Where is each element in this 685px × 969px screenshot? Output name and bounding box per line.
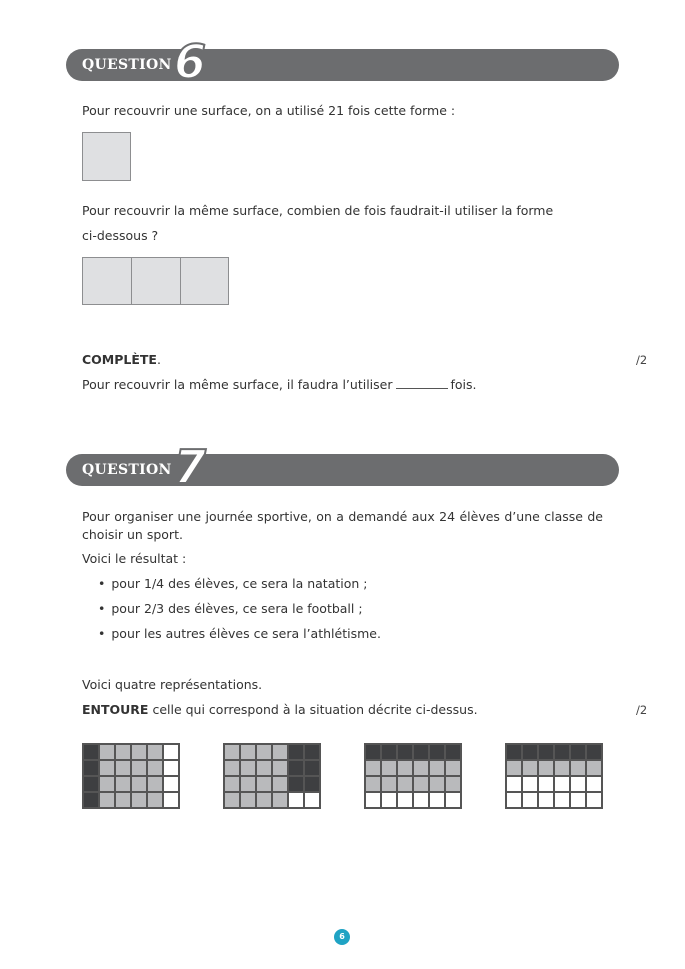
- grid-cell: [99, 792, 115, 808]
- q7-score: /2: [636, 703, 648, 717]
- grid-cell: [381, 760, 397, 776]
- grid-cell: [381, 792, 397, 808]
- grid-cell: [413, 776, 429, 792]
- grid-cell: [163, 776, 179, 792]
- grid-cell: [397, 776, 413, 792]
- grid-cell: [115, 792, 131, 808]
- grid-cell: [147, 792, 163, 808]
- grid-cell: [99, 744, 115, 760]
- grid-cell: [272, 760, 288, 776]
- instruction-keyword: COMPLÈTE: [82, 352, 157, 367]
- triple-square-shape: [82, 257, 229, 305]
- grid-cell: [240, 760, 256, 776]
- grid-cell: [397, 792, 413, 808]
- grid-cell: [522, 744, 538, 760]
- grid-cell: [224, 760, 240, 776]
- question-label: QUESTION: [82, 57, 172, 73]
- grid-cell: [445, 792, 461, 808]
- grid-cell: [240, 776, 256, 792]
- single-square-shape: [82, 132, 131, 181]
- q6-question-line2: ci-dessous ?: [82, 228, 159, 243]
- grid-cell: [131, 744, 147, 760]
- grid-cell: [83, 776, 99, 792]
- grid-cell: [538, 744, 554, 760]
- grid-cell: [365, 776, 381, 792]
- q7-intro-line1: Pour organiser une journée sportive, on a demandé aux 24 élèves d’une classe de: [82, 509, 603, 524]
- grid-cell: [445, 760, 461, 776]
- grid-cell: [586, 744, 602, 760]
- grid-cell: [586, 792, 602, 808]
- grid-cell: [288, 792, 304, 808]
- q7-representations: Voici quatre représentations.: [82, 677, 263, 692]
- grid-cell: [381, 744, 397, 760]
- grid-cell: [570, 744, 586, 760]
- grid-cell: [570, 760, 586, 776]
- bullet-item-athletisme: • pour les autres élèves ce sera l’athlétisme.: [98, 626, 381, 641]
- grid-cell: [99, 760, 115, 776]
- question-number: 7: [174, 440, 207, 494]
- grid-cell: [224, 744, 240, 760]
- q6-answer-line: [82, 377, 477, 393]
- grid-cell: [522, 792, 538, 808]
- grid-cell: [163, 792, 179, 808]
- question-label: QUESTION: [82, 462, 172, 478]
- grid-cell: [304, 744, 320, 760]
- grid-cell: [506, 744, 522, 760]
- grid-cell: [429, 776, 445, 792]
- grid-cell: [83, 744, 99, 760]
- q6-score: /2: [636, 353, 648, 367]
- grid-cell: [304, 760, 320, 776]
- instruction-rest: celle qui correspond à la situation décrite ci-dessus.: [148, 702, 478, 717]
- grid-cell: [240, 744, 256, 760]
- grid-cell: [413, 792, 429, 808]
- grid-cell: [429, 744, 445, 760]
- grid-cell: [224, 792, 240, 808]
- answer-blank[interactable]: [396, 378, 448, 389]
- q6-intro: Pour recouvrir une surface, on a utilisé 21 fois cette forme :: [82, 103, 456, 118]
- grid-cell: [554, 776, 570, 792]
- grid-cell: [445, 776, 461, 792]
- q7-intro-line2: choisir un sport.: [82, 527, 183, 542]
- grid-cell: [381, 776, 397, 792]
- grid-cell: [522, 760, 538, 776]
- grid-cell: [163, 760, 179, 776]
- representation-grid-1[interactable]: [82, 743, 180, 809]
- grid-cell: [522, 776, 538, 792]
- page-number-badge: 6: [334, 929, 350, 945]
- grid-cell: [163, 744, 179, 760]
- grid-cell: [554, 744, 570, 760]
- grid-cell: [538, 776, 554, 792]
- representation-grid-4[interactable]: [505, 743, 603, 809]
- q6-instruction: [82, 352, 161, 368]
- question-number: 6: [174, 35, 207, 89]
- grid-cell: [288, 760, 304, 776]
- bullet-item-football: • pour 2/3 des élèves, ce sera le football ;: [98, 601, 363, 616]
- grid-cell: [131, 776, 147, 792]
- grid-cell: [240, 792, 256, 808]
- answer-after: fois.: [450, 377, 477, 392]
- grid-cell: [413, 744, 429, 760]
- grid-cell: [147, 760, 163, 776]
- grid-cell: [538, 760, 554, 776]
- grid-cell: [365, 792, 381, 808]
- instruction-punct: .: [156, 352, 161, 367]
- grid-cell: [397, 760, 413, 776]
- question-7-banner: [66, 440, 619, 494]
- grid-cell: [83, 760, 99, 776]
- grid-cell: [256, 744, 272, 760]
- grid-cell: [288, 776, 304, 792]
- instruction-keyword: ENTOURE: [82, 702, 149, 717]
- grid-cell: [256, 792, 272, 808]
- grid-cell: [224, 776, 240, 792]
- q7-instruction: [82, 702, 478, 718]
- grid-cell: [99, 776, 115, 792]
- grid-cell: [256, 776, 272, 792]
- grid-cell: [272, 792, 288, 808]
- grid-cell: [272, 744, 288, 760]
- grid-cell: [554, 792, 570, 808]
- grid-cell: [304, 776, 320, 792]
- grid-cell: [570, 776, 586, 792]
- grid-cell: [413, 760, 429, 776]
- grid-cell: [506, 792, 522, 808]
- grid-cell: [365, 760, 381, 776]
- grid-cell: [115, 776, 131, 792]
- answer-before: Pour recouvrir la même surface, il faudra l’utiliser: [82, 377, 393, 392]
- grid-cell: [147, 744, 163, 760]
- grid-cell: [83, 792, 99, 808]
- grid-cell: [586, 760, 602, 776]
- bullet-item-natation: • pour 1/4 des élèves, ce sera la natation ;: [98, 576, 368, 591]
- grid-cell: [272, 776, 288, 792]
- grid-cell: [429, 792, 445, 808]
- grid-cell: [115, 760, 131, 776]
- grid-cell: [288, 744, 304, 760]
- question-6-banner: [66, 35, 619, 89]
- grid-cell: [131, 760, 147, 776]
- grid-cell: [570, 792, 586, 808]
- grid-cell: [131, 792, 147, 808]
- grid-cell: [397, 744, 413, 760]
- grid-cell: [538, 792, 554, 808]
- grid-cell: [445, 744, 461, 760]
- q7-result-label: Voici le résultat :: [82, 551, 187, 566]
- representation-grid-2[interactable]: [223, 743, 321, 809]
- grid-cell: [586, 776, 602, 792]
- grid-cell: [429, 760, 445, 776]
- grid-cell: [304, 792, 320, 808]
- grid-cell: [115, 744, 131, 760]
- grid-cell: [554, 760, 570, 776]
- grid-cell: [506, 776, 522, 792]
- grid-cell: [506, 760, 522, 776]
- grid-cell: [256, 760, 272, 776]
- grid-cell: [147, 776, 163, 792]
- q6-question-line1: Pour recouvrir la même surface, combien de fois faudrait-il utiliser la forme: [82, 203, 554, 218]
- grid-cell: [365, 744, 381, 760]
- representation-grid-3[interactable]: [364, 743, 462, 809]
